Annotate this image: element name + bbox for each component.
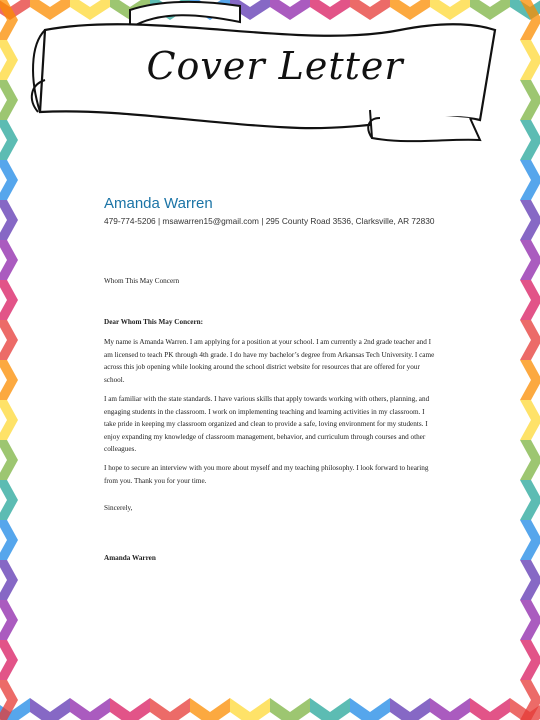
border-chevron — [30, 698, 70, 720]
border-chevron — [230, 698, 270, 720]
border-chevron — [310, 698, 350, 720]
border-chevron — [0, 400, 18, 440]
border-chevron — [390, 698, 430, 720]
border-chevron — [0, 240, 18, 280]
contact-line: 479-774-5206 | msawarren15@gmail.com | 295 County Road 3536, Clarksville, AR 72830 — [104, 216, 435, 226]
border-chevron — [520, 600, 540, 640]
border-chevron — [0, 480, 18, 520]
border-chevron — [110, 698, 150, 720]
border-chevron — [520, 360, 540, 400]
border-chevron — [520, 320, 540, 360]
border-chevron — [0, 280, 18, 320]
letter-paragraph-3: I hope to secure an interview with you more about myself and my teaching philosophy. I look forward to hearing from you. Thank you for your time. — [104, 464, 429, 485]
border-chevron — [150, 698, 190, 720]
border-chevron — [0, 640, 18, 680]
border-chevron — [350, 698, 390, 720]
letter-signature: Amanda Warren — [104, 554, 156, 562]
border-chevron — [520, 400, 540, 440]
border-chevron — [520, 560, 540, 600]
letter-paragraph-2: I am familiar with the state standards. I have various skills that apply towards working with others, planning, and engaging students in the classroom. I work on implementing teaching and learning activities in my classroom. I take pride in keeping my classroom organized and clean to provide a safe, loving environment for my students. I enjoy expanding my knowledge of classroom management, behavior, and curriculum through courses and other colleagues. — [104, 395, 430, 453]
border-chevron — [520, 160, 540, 200]
letter-paragraph-1: My name is Amanda Warren. I am applying for a position at your school. I am currently a 2nd grade teacher and I am licensed to teach PK through 4th grade. I do have my bachelor’s degree from Arkansas Tech University. I came across this job opening while looking around the school district website for resources that are offered for your school. — [104, 338, 435, 384]
border-chevron — [470, 698, 510, 720]
border-chevron — [270, 698, 310, 720]
letter-salutation: Dear Whom This May Concern: — [104, 318, 204, 326]
border-chevron — [430, 698, 470, 720]
border-chevron — [0, 600, 18, 640]
border-chevron — [70, 698, 110, 720]
border-chevron — [0, 360, 18, 400]
border-chevron — [520, 240, 540, 280]
border-chevron — [520, 480, 540, 520]
border-chevron — [520, 440, 540, 480]
border-chevron — [0, 320, 18, 360]
border-chevron — [0, 200, 18, 240]
border-chevron — [0, 520, 18, 560]
applicant-name: Amanda Warren — [104, 195, 213, 212]
border-chevron — [520, 640, 540, 680]
border-chevron — [0, 560, 18, 600]
border-chevron — [190, 698, 230, 720]
page-title: Cover Letter — [146, 44, 404, 88]
letter-closing: Sincerely, — [104, 504, 133, 512]
border-chevron — [0, 440, 18, 480]
border-chevron — [520, 200, 540, 240]
letter-greeting: Whom This May Concern — [104, 277, 180, 285]
border-chevron — [520, 520, 540, 560]
border-chevron — [0, 160, 18, 200]
border-chevron — [520, 280, 540, 320]
